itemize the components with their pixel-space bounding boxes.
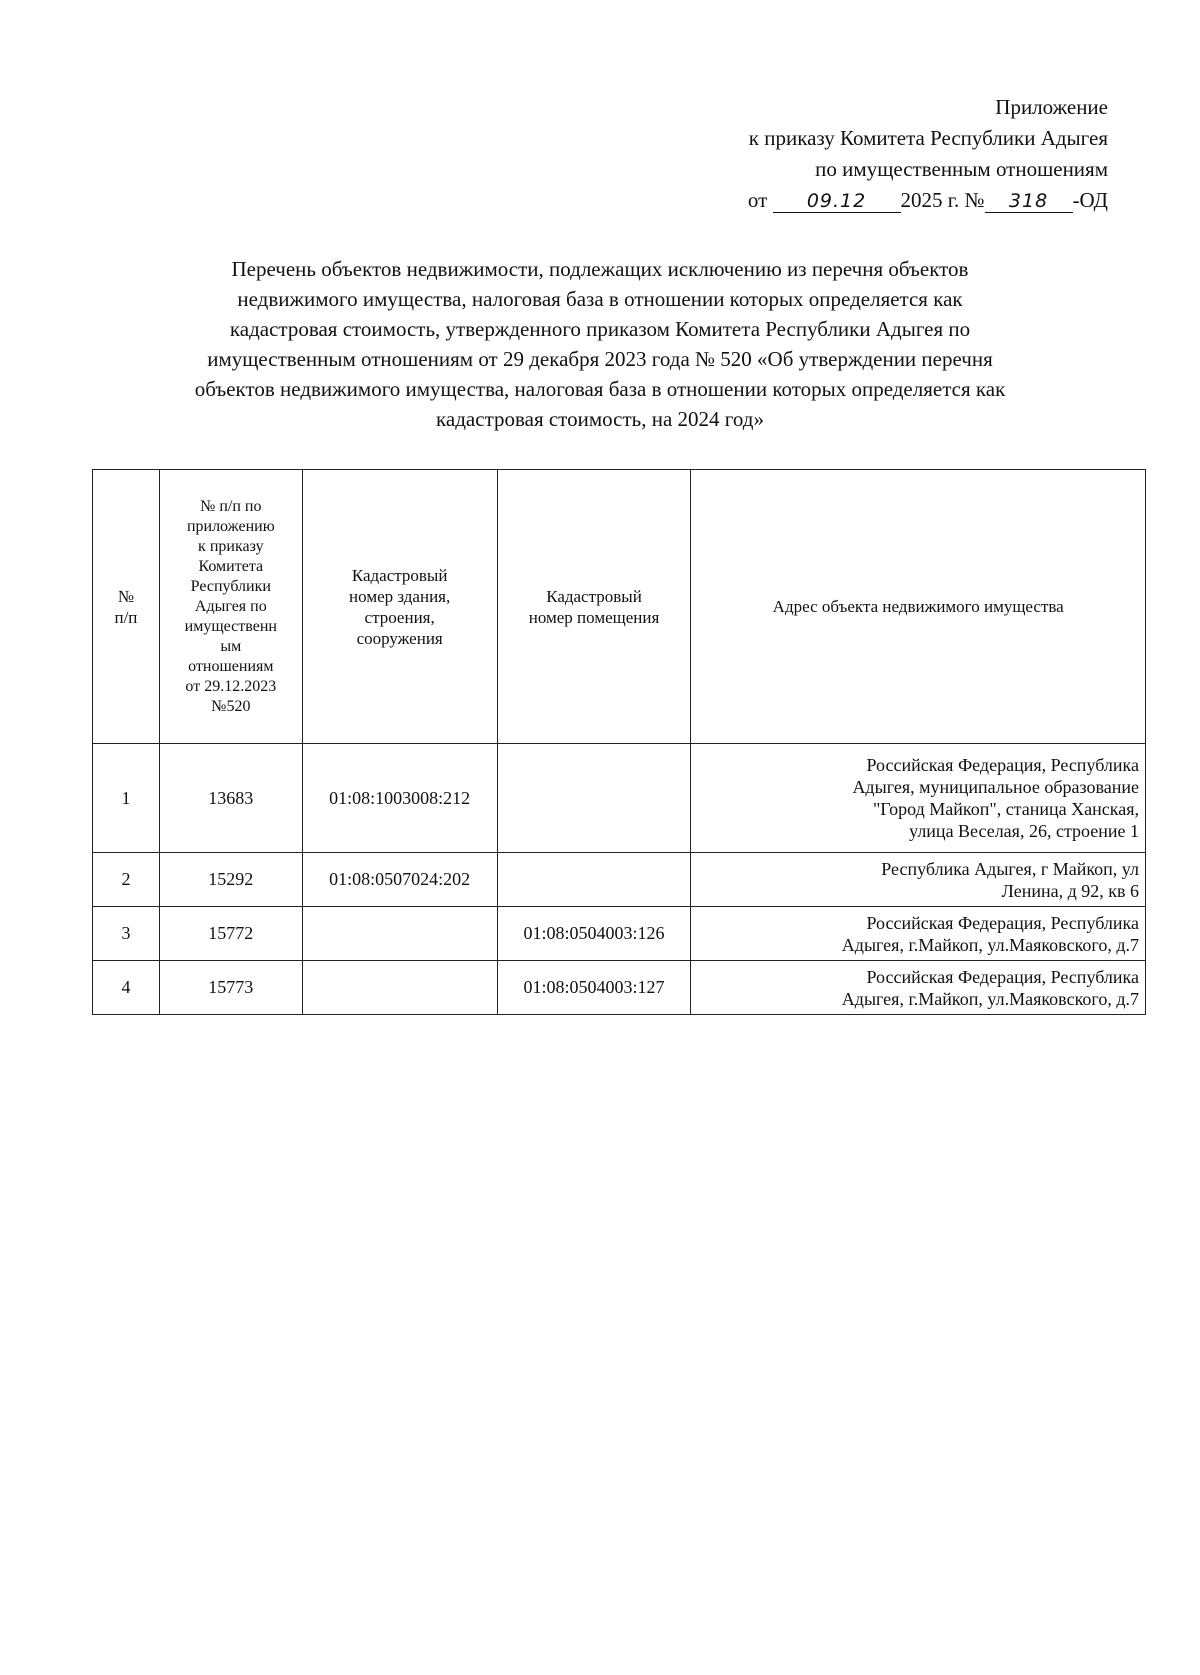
order-date-number-line	[748, 185, 1108, 216]
title-line: Перечень объектов недвижимости, подлежащих исключению из перечня объектов	[231, 257, 969, 281]
cell-room-cadastral: 01:08:0504003:126	[497, 907, 691, 961]
title-line: кадастровая стоимость, утвержденного приказом Комитета Республики Адыгея по	[229, 317, 971, 341]
cell-room-cadastral: 01:08:0504003:127	[497, 961, 691, 1015]
cell-building-cadastral	[302, 961, 497, 1015]
title-line: объектов недвижимого имущества, налоговая база в отношении которых определяется как	[194, 377, 1006, 401]
table-row	[93, 961, 1146, 1015]
year-number-text: 2025 г. №	[900, 188, 985, 212]
cell-building-cadastral: 01:08:0507024:202	[302, 853, 497, 907]
header-row-number: № п/п	[93, 470, 160, 744]
cell-row-number: 2	[93, 853, 160, 907]
table-row	[93, 853, 1146, 907]
handwritten-order-number: 318	[985, 190, 1073, 213]
handwritten-date: 09.12	[773, 190, 901, 213]
title-line: имущественным отношениям от 29 декабря 2023 года № 520 «Об утверждении перечня	[207, 347, 993, 371]
document-title	[60, 254, 1140, 434]
header-building-cadastral: Кадастровый номер здания, строения, сооружения	[302, 470, 497, 744]
cell-address: Российская Федерация, Республика Адыгея, муниципальное образование "Город Майкоп", станица Ханская, улица Веселая, 26, строение 1	[691, 744, 1146, 853]
appendix-header	[748, 92, 1108, 216]
cell-building-cadastral: 01:08:1003008:212	[302, 744, 497, 853]
cell-appendix-number: 15772	[159, 907, 302, 961]
table-header-row	[93, 470, 1146, 744]
cell-row-number: 3	[93, 907, 160, 961]
from-prefix: от	[747, 188, 768, 212]
cell-room-cadastral	[497, 853, 691, 907]
committee-subtitle: по имущественным отношениям	[815, 157, 1108, 181]
header-room-cadastral: Кадастровый номер помещения	[497, 470, 691, 744]
cell-row-number: 4	[93, 961, 160, 1015]
cell-address: Республика Адыгея, г Майкоп, ул Ленина, д 92, кв 6	[691, 853, 1146, 907]
cell-appendix-number: 13683	[159, 744, 302, 853]
header-appendix-number: № п/п по приложению к приказу Комитета Республики Адыгея по имущественн ым отношениям от 29.12.2023 №520	[159, 470, 302, 744]
appendix-label: Приложение	[995, 95, 1108, 119]
cell-room-cadastral	[497, 744, 691, 853]
table-row	[93, 907, 1146, 961]
order-suffix: -ОД	[1072, 188, 1108, 212]
title-line: кадастровая стоимость, на 2024 год»	[436, 407, 764, 431]
header-address: Адрес объекта недвижимого имущества	[691, 470, 1146, 744]
title-line: недвижимого имущества, налоговая база в отношении которых определяется как	[237, 287, 963, 311]
table-row	[93, 744, 1146, 853]
cell-address: Российская Федерация, Республика Адыгея, г.Майкоп, ул.Маяковского, д.7	[691, 961, 1146, 1015]
cell-address: Российская Федерация, Республика Адыгея, г.Майкоп, ул.Маяковского, д.7	[691, 907, 1146, 961]
cell-appendix-number: 15773	[159, 961, 302, 1015]
cell-building-cadastral	[302, 907, 497, 961]
cell-row-number: 1	[93, 744, 160, 853]
property-list-table	[92, 469, 1146, 1015]
order-reference: к приказу Комитета Республики Адыгея	[748, 126, 1108, 150]
cell-appendix-number: 15292	[159, 853, 302, 907]
